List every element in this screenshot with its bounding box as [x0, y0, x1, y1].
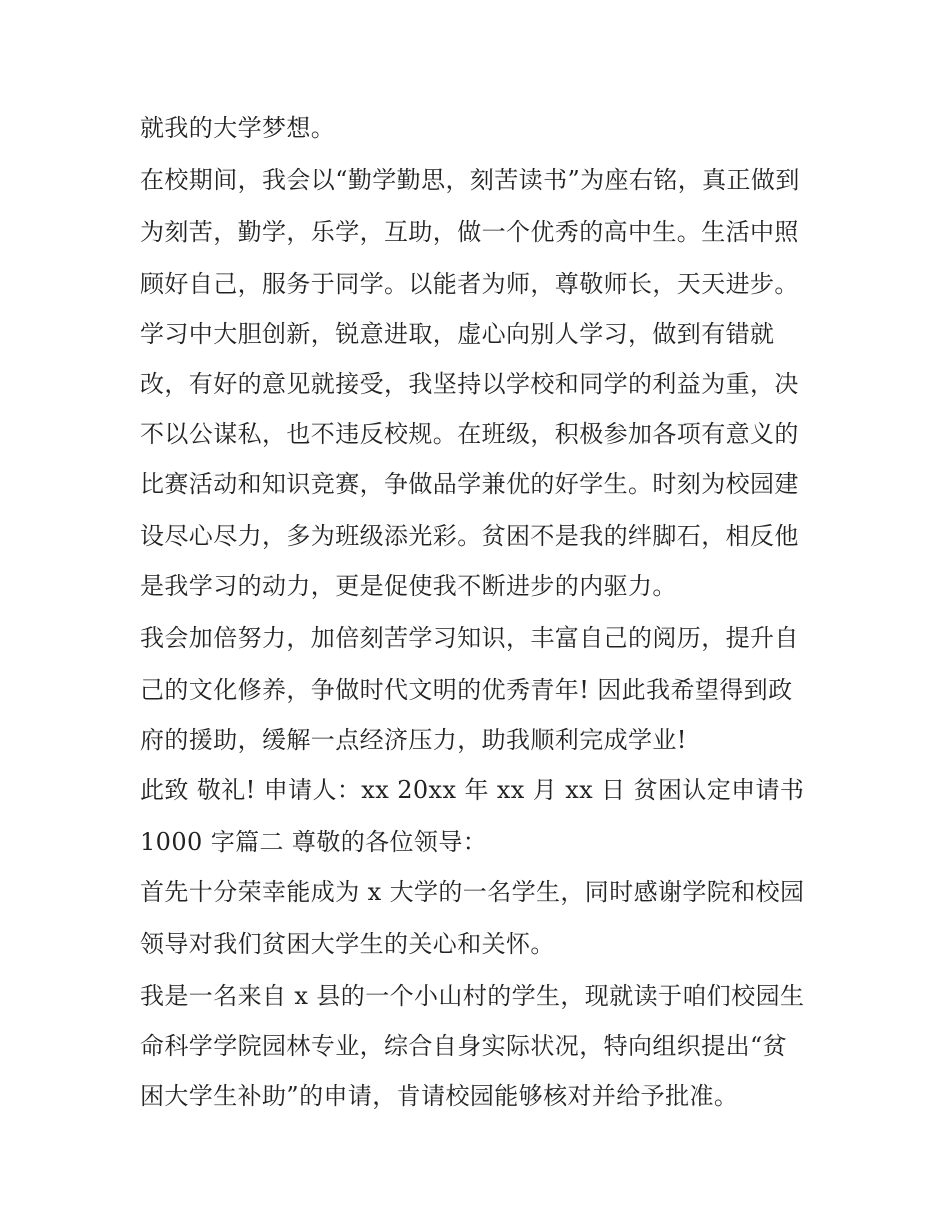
text-line: 首先十分荣幸能成为 x 大学的一名学生，同时感谢学院和校园	[140, 878, 805, 906]
text-line: 不以公谋私，也不违反校规。在班级，积极参加各项有意义的	[140, 420, 799, 448]
text-line: 改，有好的意见就接受，我坚持以学校和同学的利益为重，决	[140, 370, 799, 398]
text-line: 府的援助，缓解一点经济压力，助我顺利完成学业!	[140, 726, 687, 754]
text-line: 为刻苦，勤学，乐学，互助，做一个优秀的高中生。生活中照	[140, 218, 799, 246]
text-line: 学习中大胆创新，锐意进取，虚心向别人学习，做到有错就	[140, 320, 775, 348]
text-line: 设尽心尽力，多为班级添光彩。贫困不是我的绊脚石，相反他	[140, 522, 799, 550]
text-line: 比赛活动和知识竞赛，争做品学兼优的好学生。时刻为校园建	[140, 470, 799, 498]
text-line: 命科学学院园林专业，综合自身实际状况，特向组织提出“贫	[140, 1032, 788, 1060]
text-line: 在校期间，我会以“勤学勤思，刻苦读书”为座右铭，真正做到	[140, 166, 800, 194]
text-line: 此致 敬礼! 申请人：xx 20xx 年 xx 月 xx 日 贫困认定申请书	[140, 776, 805, 804]
text-line: 就我的大学梦想。	[140, 114, 336, 142]
text-line: 己的文化修养，争做时代文明的优秀青年! 因此我希望得到政	[140, 676, 793, 704]
text-line: 顾好自己，服务于同学。以能者为师，尊敬师长，天天进步。	[140, 270, 799, 298]
text-line: 是我学习的动力，更是促使我不断进步的内驱力。	[140, 572, 677, 600]
text-line: 我会加倍努力，加倍刻苦学习知识，丰富自己的阅历，提升自	[140, 624, 799, 652]
text-line: 1000 字篇二 尊敬的各位领导：	[140, 828, 488, 856]
text-line: 领导对我们贫困大学生的关心和关怀。	[140, 930, 555, 958]
text-line: 困大学生补助”的申请，肯请校园能够核对并给予批准。	[140, 1082, 739, 1110]
text-line: 我是一名来自 x 县的一个小山村的学生，现就读于咱们校园生	[140, 982, 805, 1010]
